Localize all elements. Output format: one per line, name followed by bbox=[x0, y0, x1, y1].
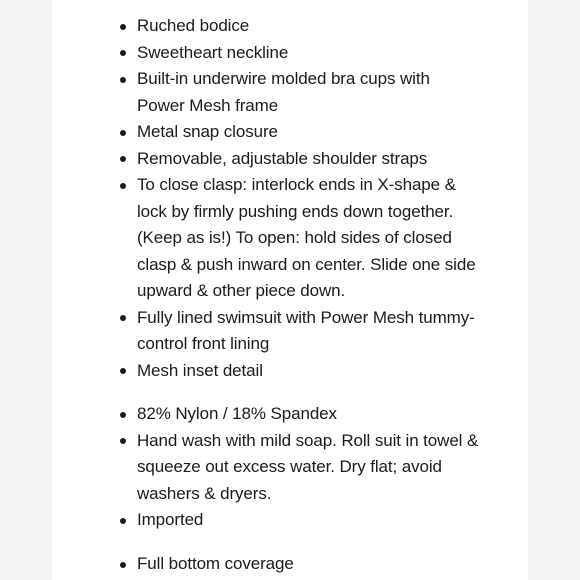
item-line: Fully lined swimsuit with Power Mesh tummy- bbox=[137, 307, 475, 327]
item-line: Hand wash with mild soap. Roll suit in towel & bbox=[137, 430, 479, 450]
material-care-list bbox=[118, 401, 518, 534]
item-line: 82% Nylon / 18% Spandex bbox=[137, 404, 337, 423]
item-line: Mesh inset detail bbox=[137, 360, 263, 380]
list-item bbox=[118, 172, 518, 305]
item-line: control front lining bbox=[137, 334, 270, 353]
list-item bbox=[118, 13, 518, 40]
list-item bbox=[118, 507, 518, 534]
fit-list bbox=[118, 551, 518, 578]
list-item bbox=[118, 40, 518, 67]
item-line: To close clasp: interlock ends in X-shape & bbox=[137, 175, 456, 194]
item-line: Imported bbox=[137, 510, 204, 529]
item-line: Sweetheart neckline bbox=[137, 42, 289, 62]
list-item bbox=[118, 358, 518, 385]
item-line: Removable, adjustable shoulder straps bbox=[137, 148, 428, 168]
item-line: lock by firmly pushing ends down together. bbox=[137, 201, 454, 221]
item-line: (Keep as is!) To open: hold sides of closed bbox=[137, 228, 452, 247]
item-line: Power Mesh frame bbox=[137, 95, 279, 115]
item-line: upward & other piece down. bbox=[137, 281, 346, 300]
list-item bbox=[118, 428, 518, 508]
feature-list bbox=[118, 13, 518, 384]
item-line: Metal snap closure bbox=[137, 122, 278, 141]
item-line: Full bottom coverage bbox=[137, 554, 294, 573]
item-line: squeeze out excess water. Dry flat; avoid bbox=[137, 457, 442, 476]
item-line: washers & dryers. bbox=[137, 483, 272, 503]
list-item bbox=[118, 401, 518, 428]
item-line: clasp & push inward on center. Slide one side bbox=[137, 254, 476, 274]
list-item bbox=[118, 119, 518, 146]
item-line: Ruched bodice bbox=[137, 16, 250, 35]
list-item bbox=[118, 66, 518, 119]
list-item bbox=[118, 305, 518, 358]
list-item bbox=[118, 146, 518, 173]
list-item bbox=[118, 551, 518, 578]
item-line: Built-in underwire molded bra cups with bbox=[137, 69, 430, 88]
